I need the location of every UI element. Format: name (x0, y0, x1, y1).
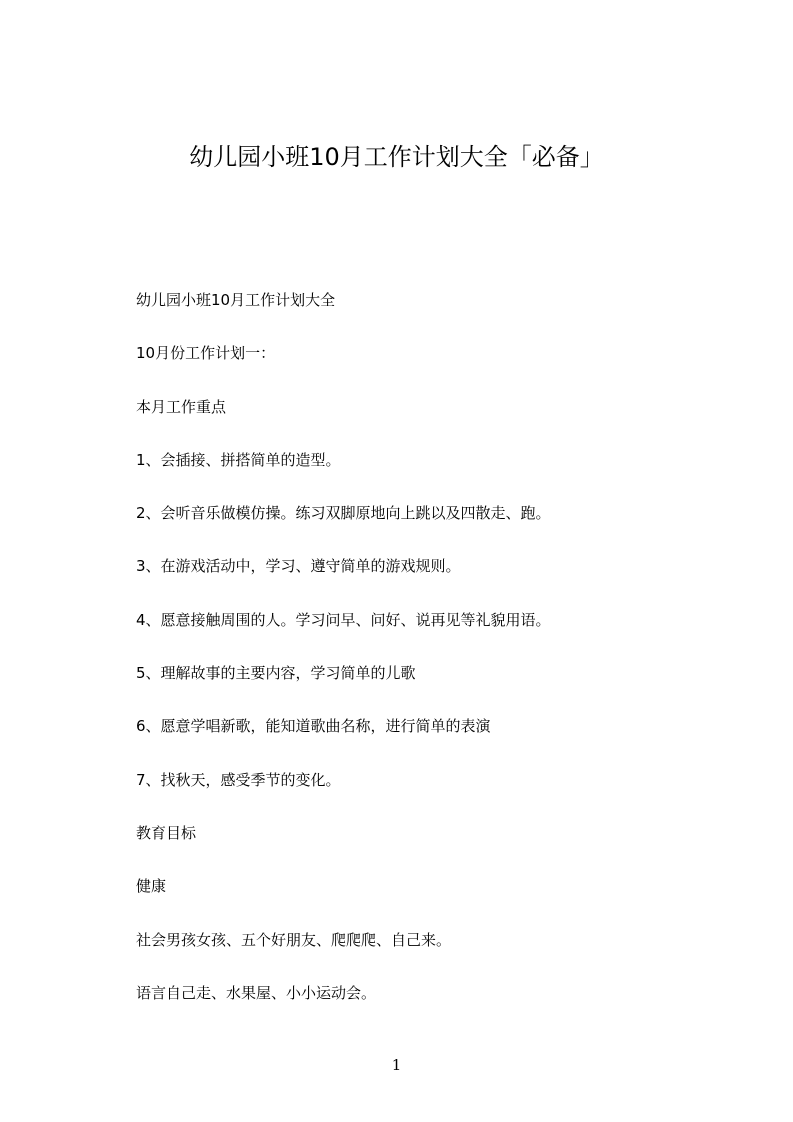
document-body (136, 288, 736, 1034)
section-heading-goals: 教育目标 (136, 823, 197, 842)
focus-item-7: 7、找秋天，感受季节的变化。 (136, 770, 341, 789)
plan-heading-line: 10月份工作计划一： (136, 344, 276, 363)
subtitle-line: 幼儿园小班10月工作计划大全 (136, 291, 336, 309)
focus-item-1: 1、会插接、拼搭简单的造型。 (136, 450, 341, 469)
goal-language-line: 语言自己走、水果屋、小小运动会。 (136, 983, 377, 1002)
section-heading-focus: 本月工作重点 (136, 397, 227, 416)
focus-item-3: 3、在游戏活动中，学习、遵守简单的游戏规则。 (136, 557, 461, 576)
focus-item-2: 2、会听音乐做模仿操。练习双脚原地向上跳以及四散走、跑。 (136, 504, 551, 523)
page-number: 1 (391, 1056, 402, 1074)
document-title: 幼儿园小班10月工作计划大全「必备」 (189, 143, 604, 171)
focus-item-4: 4、愿意接触周围的人。学习问早、问好、说再见等礼貌用语。 (136, 610, 551, 629)
focus-item-5: 5、理解故事的主要内容，学习简单的儿歌 (136, 664, 416, 683)
goal-social-line: 社会男孩女孩、五个好朋友、爬爬爬、自己来。 (136, 930, 452, 949)
focus-item-6: 6、愿意学唱新歌，能知道歌曲名称，进行简单的表演 (136, 717, 491, 736)
goal-category-health: 健康 (136, 877, 167, 896)
